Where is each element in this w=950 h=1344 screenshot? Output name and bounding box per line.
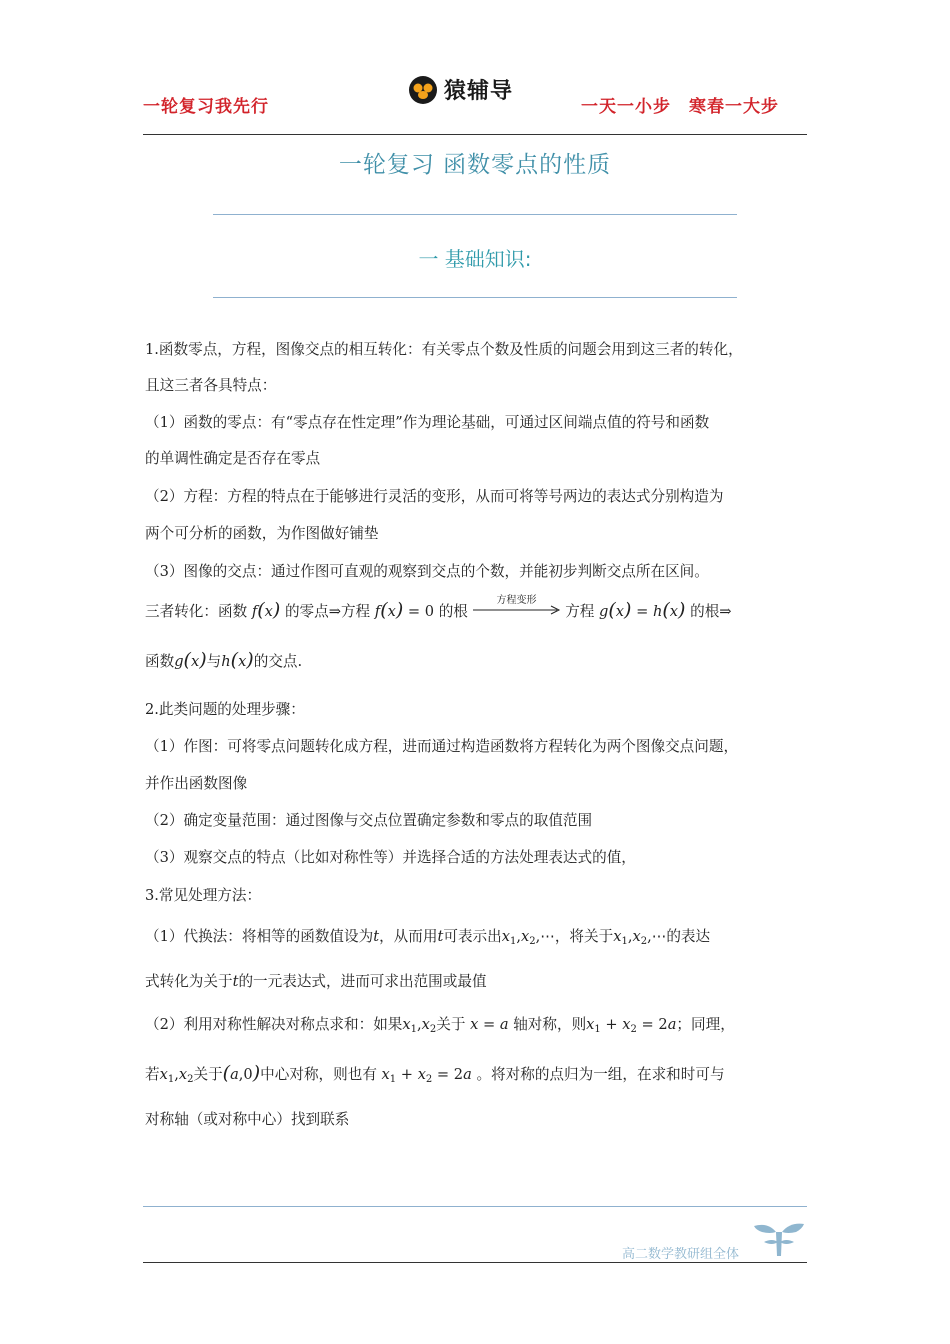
section-rule-top [213,214,737,215]
p10-text-a: （1）代换法：将相等的函数值设为 [145,928,374,945]
p11-text-e: 若 [145,1066,160,1083]
var-t: t [373,928,380,945]
transform-text-1: 三者转化：函数 [145,603,248,620]
p11-text-h: 。将对称的点归为一组，在求和时可与 [476,1066,725,1083]
p11-text-c: 轴对称，则 [513,1016,587,1033]
transform-arrow [473,595,561,616]
formula-point-a-0: (a,0) [222,1062,261,1084]
p11-text-d: ；同理， [676,1016,735,1033]
var-t-2: t [437,928,444,945]
paragraph-1-line-2: 且这三者各具特点： [145,377,277,394]
formula-x-eq-a: x = a [465,1016,514,1033]
p10-text-f: 式转化为关于 [145,973,233,990]
paragraph-1-line-1: 1.函数零点，方程，图像交点的相互转化：有关零点个数及性质的问题会用到这三者的转化， [145,341,743,358]
p10-text-g: 的一元表达式，进而可求出范围或最值 [238,973,487,990]
footer-text: 高二数学教研组全体 [622,1247,740,1262]
paragraph-9: 3.常见处理方法： [145,887,262,904]
paragraph-6-line-1: （1）作图：可将零点问题转化成方程，进而通过构造函数将方程转化为两个图像交点问题， [145,738,739,755]
p11-text-f: 关于 [193,1066,223,1083]
transform-text-5: 的根⇒ [690,603,732,620]
paragraph-4: （3）图像的交点：通过作图可直观的观察到交点的个数，并能初步判断交点所在区间。 [145,563,709,580]
formula-fx-eq-0: f(x) = 0 [374,599,435,621]
header-left-slogan: 一轮复习我先行 [143,97,269,117]
formula-hx: h(x) [221,649,254,671]
brand-logo [408,74,513,105]
p10-text-e: 的表达 [666,928,711,945]
footer-logo-icon [750,1218,808,1258]
formula-sum-2a-b: $x_1 + x_2 = 2a$ [376,1066,477,1085]
p10-text-c: 可表示出 [443,928,502,945]
p11-text-b: 关于 [436,1016,466,1033]
paragraph-11-line-3: 对称轴（或对称中心）找到联系 [145,1111,350,1128]
paragraph-11-line-1 [145,1013,810,1035]
paragraph-2-line-2: 的单调性确定是否存在零点 [145,450,321,467]
paragraph-11-line-2 [145,1062,810,1085]
formula-x1-x2-b: $x_1,x_2$ [159,1066,194,1085]
arrow-label: 方程变形 [496,595,537,606]
var-t-3: t [232,973,239,990]
right-arrow-icon [473,605,561,615]
footer-rule-bottom [143,1262,807,1263]
paragraph-2-line-1: （1）函数的零点：有“零点存在性定理”作为理论基础，可通过区间端点值的符号和函数 [145,414,710,431]
header-divider [143,134,807,135]
transform-text-6: 函数 [145,653,175,670]
paragraph-6-line-2: 并作出函数图像 [145,775,248,792]
section-title: 一 基础知识: [418,247,532,271]
transform-text-2: 的零点⇒方程 [284,603,371,620]
paragraph-10-line-1 [145,925,810,947]
header-right-slogan: 一天一小步 寒春一大步 [581,97,779,117]
formula-gx: g(x) [174,649,207,671]
formula-gx-eq-hx: g(x) = h(x) [599,599,686,621]
paragraph-5: 2.此类问题的处理步骤： [145,701,305,718]
formula-sum-2a: $x_1 + x_2 = 2a$ [586,1016,677,1035]
transform-line-1 [145,595,810,621]
paragraph-8: （3）观察交点的特点（比如对称性等）并选择合适的方法处理表达式的值， [145,849,636,866]
logo-text: 猿辅导 [444,79,514,104]
formula-x1-x2: $x_1,x_2$ [402,1016,437,1035]
page-title: 一轮复习 函数零点的性质 [338,152,612,178]
footer-rule-top [143,1206,807,1207]
transform-line-2 [145,649,810,671]
p10-text-b: ，从而用 [379,928,438,945]
paragraph-7: （2）确定变量范围：通过图像与交点位置确定参数和零点的取值范围 [145,812,593,829]
formula-x1-x2-dots-2: $x_1,x_2,\cdots$ [613,928,667,947]
paragraph-3-line-2: 两个可分析的函数，为作图做好铺垫 [145,525,379,542]
section-rule-bottom [213,297,737,298]
paragraph-3-line-1: （2）方程：方程的特点在于能够进行灵活的变形，从而可将等号两边的表达式分别构造为 [145,488,724,505]
formula-x1-x2-dots: $x_1,x_2,\cdots$ [501,928,555,947]
transform-text-8: 的交点. [253,653,303,670]
transform-text-4: 方程 [565,603,595,620]
paragraph-10-line-2 [145,970,810,991]
p11-text-g: 中心对称，则也有 [260,1066,377,1083]
p10-text-d: ，将关于 [554,928,614,945]
transform-text-3: 的根 [438,603,468,620]
p11-text-a: （2）利用对称性解决对称点求和：如果 [145,1016,403,1033]
formula-fx: f(x) [251,599,281,621]
monkey-logo-icon [408,75,438,105]
transform-text-7: 与 [206,653,222,670]
